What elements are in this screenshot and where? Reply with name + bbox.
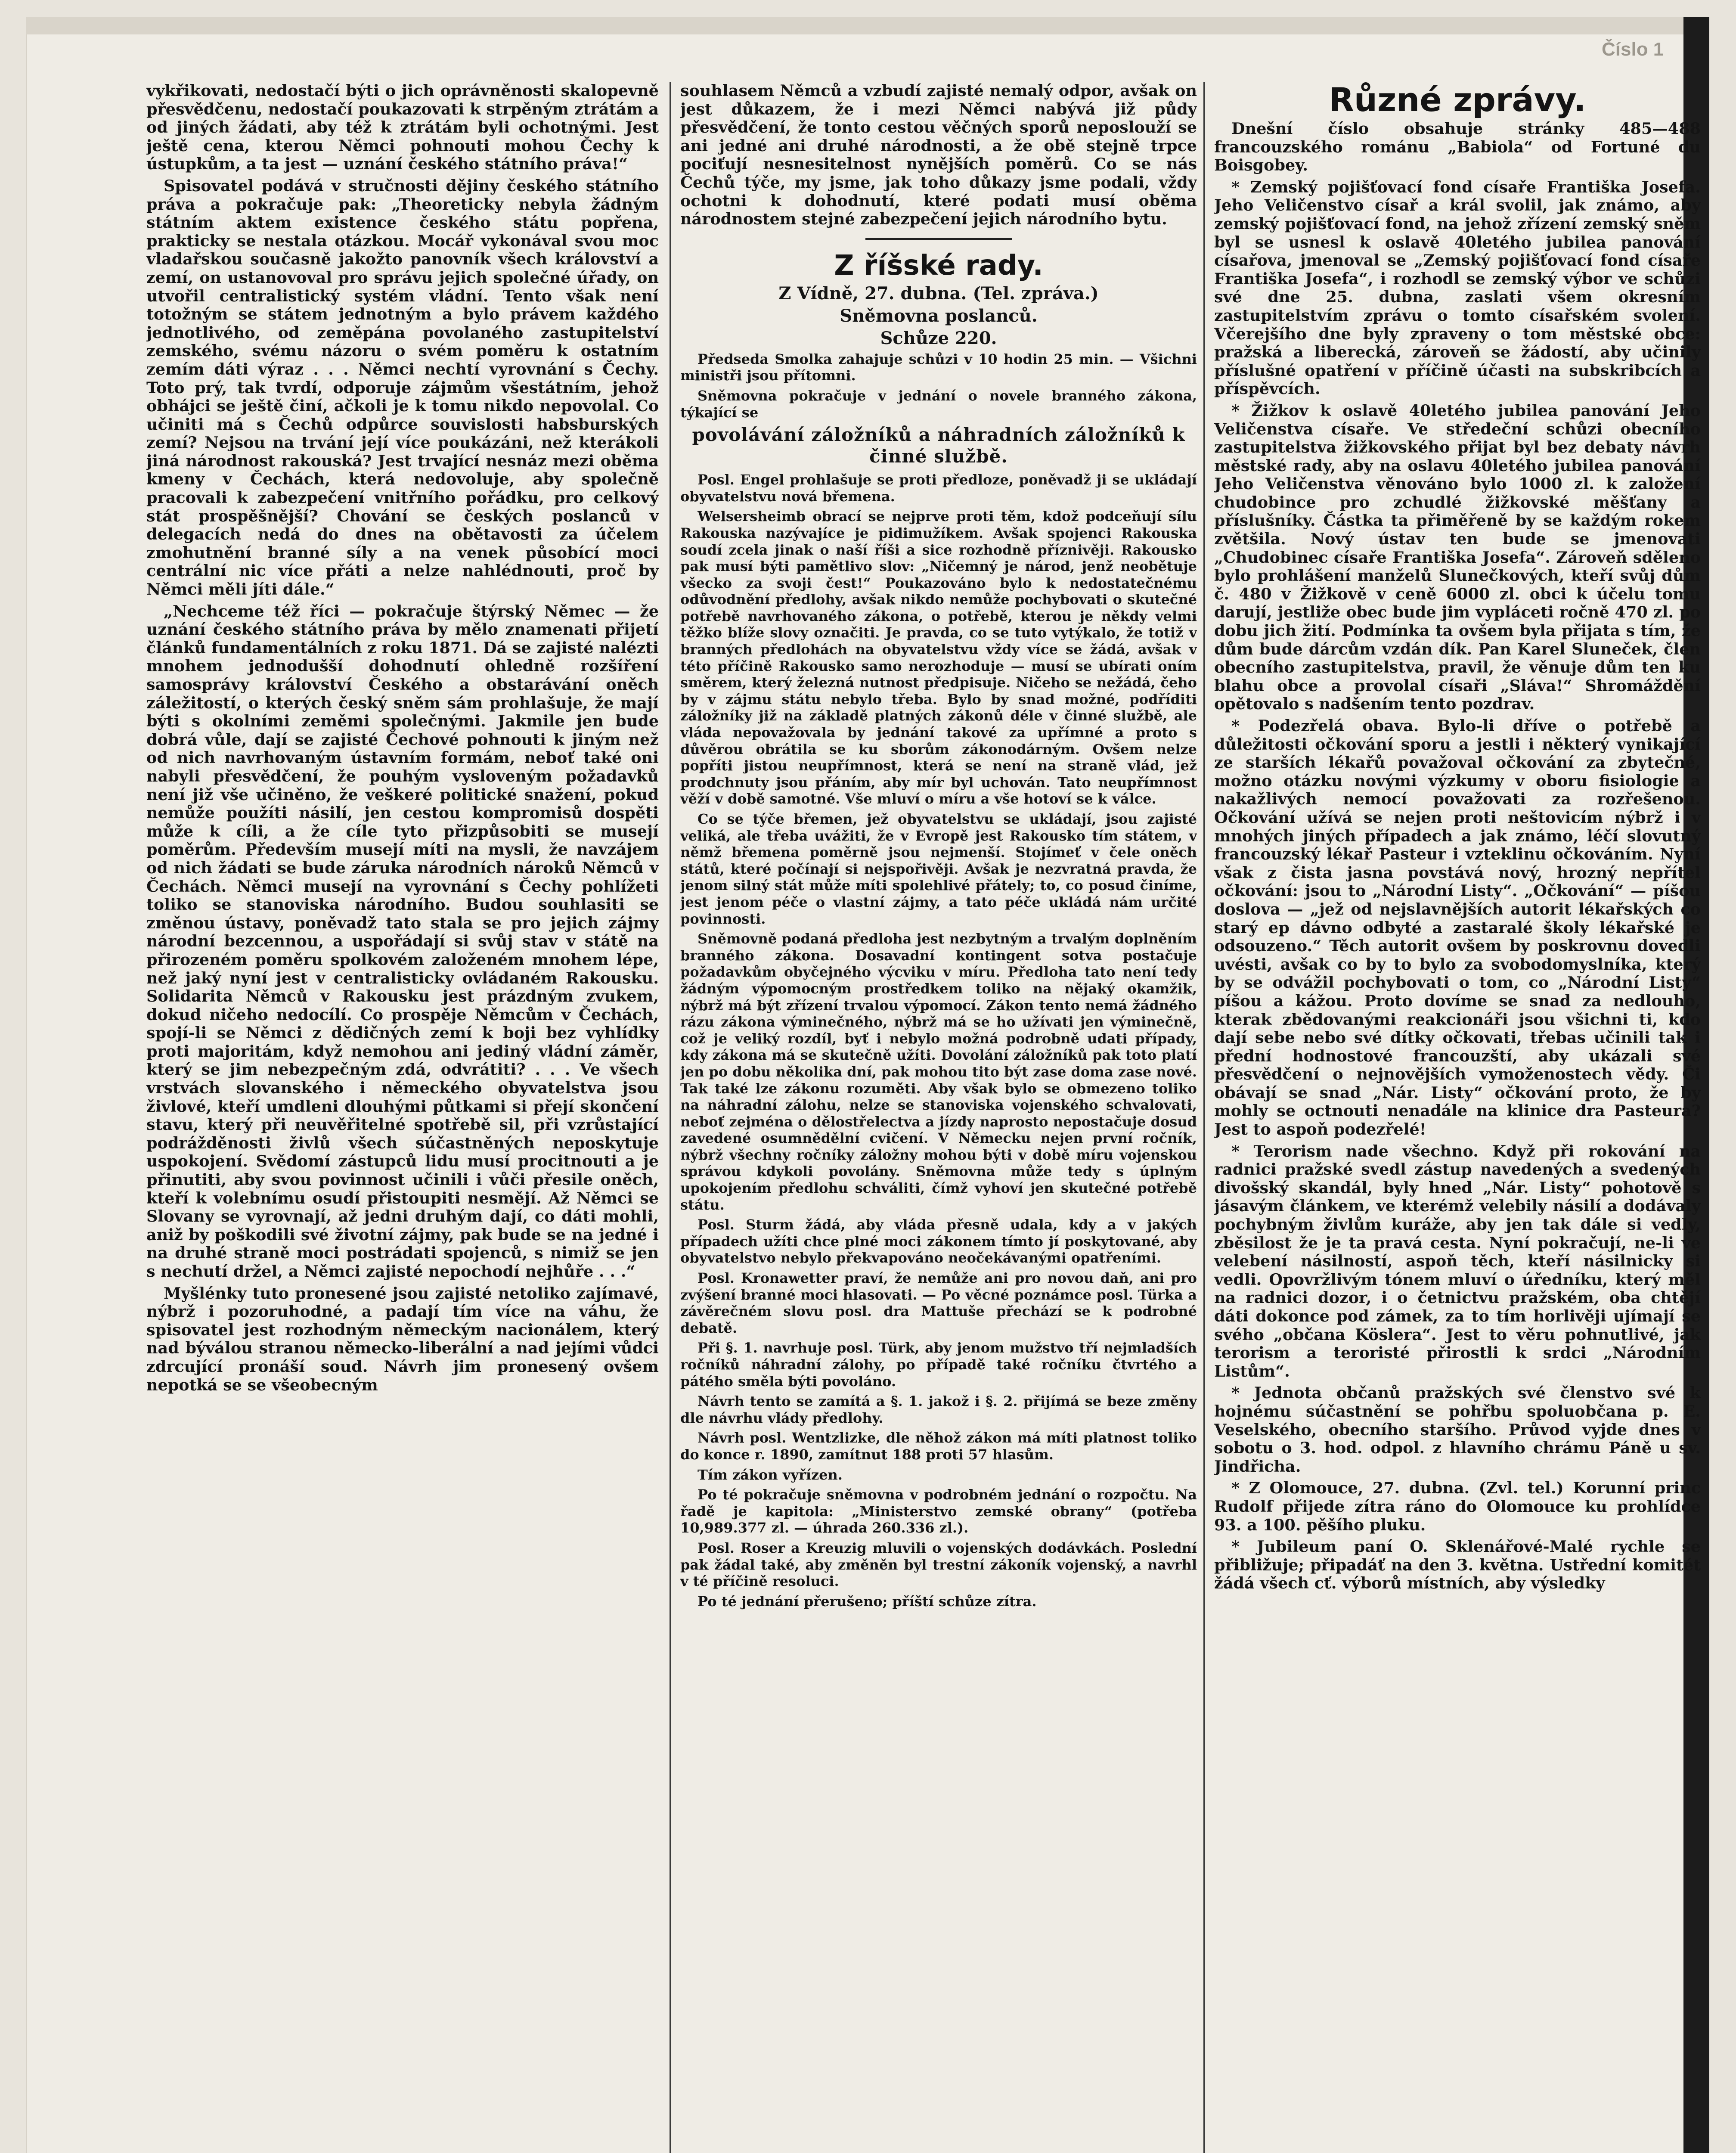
column-3 [1214,82,1701,2153]
col2-paragraph: Posl. Kronawetter praví, že nemůže ani pro novou daň, ani pro zvýšení branné moci hlasovati. — Po věcné poznámce posl. Türka a závěrečném slovu posl. dra Mattuše přechází se k podrobné debatě. [680,1270,1197,1336]
col1-paragraph: Spisovatel podává v stručnosti dějiny českého státního práva a pokračuje pak: „Theoreticky nebyla žádným státním aktem existence českého státu popřena, prakticky se nestala otázkou. Mocář vykonával svou moc vladařskou současně jakožto panovník všech království a zemí, on ustanovoval pro správu jejich společné úřady, on utvořil centralistický systém vládní. Tento však není totožným se státem jednotným a bylo právem každého jednotlivého, od zeměpána povolaného zastupitelství zemského, svému názoru o svém poměru k ostatním zemím dáti výraz . . . Němci nechtí vyrovnání s Čechy. Toto prý, tak tvrdí, odporuje zájmům všestátním, jehož obhájci se ještě činí, ačkoli je k tomu nikdo nepovolal. Co učiniti má s Čechů odpůrce souvislosti habsburských zemí? Nejsou na trvání její více poukázáni, než kterákoli jiná národnost rakouská? Jest trvající nesnáz mezi oběma kmeny v Čechách, která nedovoluje, aby společně pracovali k zabezpečení vnitřního pořádku, pro celkový stát prospěšnější? Chování se českých poslanců v delegacích nedá do dnes na obětavosti za účelem zmohutnění branné síly a na venek působící moci centrální nic více přáti a nelze nahlédnouti, proč by Němci měli jíti dále.“ [146,176,659,599]
col3-paragraph: Dnešní číslo obsahuje stránky 485—488 francouzského románu „Babiola“ od Fortuné du Boisgobey. [1214,119,1701,175]
col1-paragraph: Myšlénky tuto pronesené jsou zajisté netoliko zajímavé, nýbrž i pozoruhodné, a padají tím více na váhu, že spisovatel jest rozhodným německým nacionálem, který nad býválou stranou německo-liberální a nad jejími vůdci zdrcující pronáší soud. Návrh jim pronesený ovšem nepotká se se všeobecným [146,1284,659,1394]
newspaper-page [26,17,1709,2153]
col2-paragraph: Při §. 1. navrhuje posl. Türk, aby jenom mužstvo tří nejmladších ročníků náhradní zálohy, po případě také ročníku čtvrtého a pátého směla býti povoláno. [680,1340,1197,1390]
col3-paragraph: * Terorism nade všechno. Když při rokování na radnici pražské svedl zástup navedených a svedených divošský skandál, byly hned „Nár. Listy“ pohotově s jásavým článkem, ve kterémž velebily násilí a dodávaly pochybným živlům kuráže, aby jen tak dále si vedly, zběsilost že je ta pravá cesta. Nyní pokračují, ne-li ve velebení násilností, aspoň těch, kteří násilnicky si vedli. Opovržlivým tónem mluví o úředníku, který měl na radnici dozor, i o četnictvu pražském, oba chtějí dáti dokonce pod zámek, za to tím horlivěji ujímají se svého „občana Köslera“. Jest to věru pohnutlivé, jak terorism a teroristé přirostli k srdci „Národním Listům“. [1214,1142,1701,1381]
col2-paragraph: Sněmovně podaná předloha jest nezbytným a trvalým doplněním branného zákona. Dosavadní kontingent sotva postačuje požadavkům obyčejného výcviku v míru. Předloha tato není tedy žádným výpomocným prostředkem toliko na nějaký okamžik, nýbrž má být zřízení trvalou výpomocí. Zákon tento nemá žádného rázu zákona výminečného, nýbrž má se ho užívati jen výminečně, což je veliký rozdíl, byť i nebylo možná podrobně udati případy, kdy zákona má se skutečně užíti. Dovolání záložníků pak toto platí jen po dobu několika dní, pak mohou tito být zase doma zase nové. Tak také lze zákonu rozuměti. Aby však bylo se obmezeno toliko na náhradní zálohu, nelze se stanoviska vojenského schvalovati, neboť zejména o dělostřelectva a jízdy naprosto nepostačuje dosud zavedené osumnědělní cvičení. V Německu nejen první ročník, nýbrž všechny ročníky záložny mohou býti v době míru vojenskou správou kdykoli povolány. Sněmovna může tedy s úplným upokojením předlohu schváliti, čímž vyhoví jen skutečné potřebě státu. [680,931,1197,1213]
column-divider-2 [1203,82,1205,2153]
col2-paragraph: Po té jednání přerušeno; příští schůze zítra. [698,1593,1037,1610]
col2-paragraph: Co se týče břemen, jež obyvatelstvu se ukládají, jsou zajisté veliká, ale třeba uvážiti, že v Evropě jest Rakousko tím státem, v němž břemena poměrně jsou nejmenší. Stojímeť v čele oněch států, které počínají si nejspořivěji. Avšak je nezvratná pravda, že jenom silný stát může míti spolehlivé přátely; to, co posud činíme, jest jenom péče o vlastní zájmy, a tato péče ukládá nám určité povinnosti. [680,811,1197,927]
col2-paragraph: Po té pokračuje sněmovna v podrobném jednání o rozpočtu. Na řadě je kapitola: „Ministerstvo zemské obrany“ (potřeba 10,989.377 zl. — úhrada 260.336 zl.). [680,1486,1197,1536]
col1-paragraph: „Nechceme též říci — pokračuje štýrský Němec — že uznání českého státního práva by mělo znamenati přijetí článků fundamentálních z roku 1871. Dá se zajisté nalézti mnohem jednodušší dohodnutí ohledně rozšíření samosprávy království Českého a obstarávání oněch záležitostí, o kterých český sněm sám prohlašuje, že mají býti s okolními zeměmi společnými. Jakmile jen bude dobrá vůle, dají se zajisté Čechové pohnouti k jiným než od nich navrhovaným ústavním formám, neboť také oni nabyli přesvědčení, že pouhým vysloveným požadavků není již vše učiněno, že veškeré politické snažení, pokud nemůže použíti násilí, jen cestou kompromisů dospěti může k cíli, a že cíle tyto přizpůsobiti se musejí poměrům. Především musejí míti na mysli, že navzájem od nich žádati se bude záruka národních nároků Němců v Čechách. Němci musejí na vyrovnání s Čechy pohlížeti toliko se stanoviska národního. Budou souhlasiti se změnou ústavy, poněvadž tato stala se pro jejich zájmy národní bezcennou, a uspořádají si svůj stav v státě na přirozeném poměru spolkovém založeném mnohem lépe, než jaký nyní jest v centralisticky ovládaném Rakousku. Solidarita Němců v Rakousku jest prázdným zvukem, dokud ničeho nedocílí. Co prospěje Němcům v Čechách, spojí-li se Němci z dědičných zemí k boji bez vyhlídky proti majoritám, když nemohou ani jediný vládní záměr, který se jim nebezpečným zdá, odvrátiti? . . . Ve všech vrstvách slovanského i německého obyvatelstva jsou živlové, kteří umdleni dlouhými půtkami si přejí skončení stavu, který při neuvěřitelné spotřebě sil, při vzrůstající podrážděnosti živlů všech súčastněných neposkytuje uspokojení. Svědomí zástupců lidu musí procitnouti a je přinutiti, aby svou povinnost učinili i vůči přesile oněch, kteří k volebnímu osudí přistoupiti nesmějí. Až Němci se Slovany se vyrovnají, až jedni druhým dají, co dáti mohli, aniž by poškodili své životní zájmy, pak bude se na jedné i na druhé straně moci postrádati spojenců, s nimiž se jen s nechutí držel, a Němci zajisté nepochodí nejhůře . . .“ [146,602,659,1281]
col3-paragraph: * Zemský pojišťovací fond císaře Františka Josefa. Jeho Veličenstvo císař a král svolil, jak známo, aby zemský pojišťovací fond, na jehož zřízení zemský sněm byl se usnesl k oslavě 40letého jubilea panování císařova, jmenoval se „Zemský pojišťovací fond císaře Františka Josefa“, i rozhodl se zemský výbor ve schůzi své dne 25. dubna, zaslati všem okresním zastupitelstvím zprávu o tomto císařském svolení. Včerejšího dne byly zpraveny o tom městské obce: pražská a liberecká, zároveň se žádostí, aby učinily příslušné opatření v příčině účasti na subskribcích a příspěvcích. [1214,177,1701,398]
col3-paragraph: * Jednota občanů pražských své členstvo své k hojnému súčastnění se pohřbu spoluobčana p. E. Veselského, obecního staršího. Průvod vyjde dnes v sobotu o 3. hod. odpol. z hlavního chrámu Páně u sv. Jindřicha. [1214,1384,1701,1476]
dateline: Z Vídně, 27. dubna. (Tel. zpráva.) [778,283,1099,304]
session-heading: Schůze 220. [880,328,997,348]
section-divider [865,238,1012,240]
col2-paragraph: Posl. Engel prohlašuje se proti předloze, poněvadž ji se ukládají obyvatelstvu nová břemena. [680,472,1197,505]
col2-paragraph: Welsersheimb obrací se nejprve proti těm, kdož podceňují sílu Rakouska nazývajíce je pidimužíkem. Avšak spojenci Rakouska soudí zcela jinak o naší říši a sice rozhodně příznivěji. Rakousko pak musí býti pamětlivo slov: „Ničemný je národ, jenž neobětuje všecko za svoji čest!“ Poukazováno bylo k nedostatečnému odůvodnění předlohy, avšak nikdo nemůže pochybovati o skutečné potřebě navrhovaného zákona, o potřebě, kterou je někdy velmi těžko blíže slovy označiti. Je pravda, co se tuto vytýkalo, že totiž v branných předlohách na obyvatelstvu vždy více se žádá, avšak v této příčině Rakousko samo nerozhoduje — musí se ubírati oním směrem, který železná nutnost předpisuje. Ničeho se nežádá, čeho by v zájmu státu nebylo třeba. Bylo by snad možné, podříditi záložníky již na základě platných zákonů déle v činné službě, ale vláda nepovažovala by jednání takové za upřímné a proto s důvěrou obrátila se ku sborům zákonodárným. Ovšem nelze popříti jistou neupřímnost, která se není na straně vlád, jež prodchnuty jsou přáním, aby mír byl uchován. Tato neupřímnost věží v době samotné. Vše mluví o míru a vše hotoví se k válce. [680,508,1197,807]
col2-paragraph: Návrh posl. Wentzlizke, dle něhož zákon má míti platnost toliko do konce r. 1890, zamítnut 188 proti 57 hlasům. [680,1430,1197,1463]
column-divider-1 [670,82,671,2153]
topic-heading: povolávání záložníků a náhradních záložníků k činné službě. [692,424,1185,467]
col3-paragraph: * Podezřelá obava. Bylo-li dříve o potřebě a důležitosti očkování sporu a jestli i některý vynikající ze starších lékařů považoval očkování za zbytečné, možno otázku novými výzkumy v oboru fisiologie a nakažlivých nemocí považovati za rozřešenou. Očkování užívá se nejen proti neštovicím nýbrž i v mnohých jiných případech a jak známo, léčí slovutný francouzský lékař Pasteur i vzteklinu očkováním. Nyní však z čista jasna povstává nový, hrozný nepřítel očkování: jsou to „Národní Listy“. „Očkování“ — píšou doslova — „jež od nejslavnějších autorit lékařských co starý ep dávno odbyté a zastaralé školy lékařské je odsouzeno.“ Těch autorit ovšem by poskrovnu dovedli uvésti, avšak co by to bylo za svobodomyslníka, který by se odvážil pochybovati o tom, co „Národní Listy“ píšou a kážou. Proto dovíme se snad za nedlouho, kterak zbědovanými reakcionáři jsou všichni ti, kdo dají sebe nebo své dítky očkovati, třebas učinili tak i přední hodnostové francouzští, aby ukázali své přesvědčení o nejnovějších vymoženostech vědy. Či obávají se snad „Nár. Listy“ očkování proto, že by mohly se octnouti nenadále na klinice dra Pasteura? Jest to aspoň podezřelé! [1214,717,1701,1139]
section-title: Z říšské rady. [834,249,1043,282]
col2-paragraph: Tím zákon vyřízen. [698,1466,843,1483]
chamber-heading: Sněmovna poslanců. [840,305,1038,326]
col2-paragraph: Návrh tento se zamítá a §. 1. jakož i §. 2. přijímá se beze změny dle návrhu vlády předlohy. [680,1393,1197,1426]
top-margin [26,17,1709,34]
column-1 [146,82,659,2153]
corner-label: Číslo 1 [1602,39,1664,60]
col2-paragraph: Sněmovna pokračuje v jednání o novele branného zákona, týkající se [680,387,1197,421]
col3-paragraph: * Jubileum paní O. Sklenářové-Malé rychle se přibližuje; připadáť na den 3. května. Ustřední komitét žádá všech cť. výborů místních, aby výsledky [1214,1537,1701,1593]
column-2 [680,82,1197,2153]
col2-intro-paragraph: souhlasem Němců a vzbudí zajisté nemalý odpor, avšak on jest důkazem, že i mezi Němci nabývá již půdy přesvědčení, že tonto cestou věčných sporů neposlouží se ani jedné ani druhé národnosti, a že obě stejně trpce pociťují nesnesitelnost nynějších poměrů. Co se nás Čechů týče, my jsme, jak toho důkazy jsme podali, vždy ochotni k dohodnutí, které podati musí oběma národnostem stejné zabezpečení jejich národního bytu. [680,82,1197,229]
col3-paragraph: * Z Olomouce, 27. dubna. (Zvl. tel.) Korunní princ Rudolf přijede zítra ráno do Olomouce ku prohlídce 93. a 100. pěšího pluku. [1214,1479,1701,1534]
col1-paragraph: vykřikovati, nedostačí býti o jich oprávněnosti skalopevně přesvědčenu, nedostačí poukazovati k strpěným ztrátám a od jiných žádati, aby též k ztrátám byli ochotnými. Jest ještě cena, kterou Němci pohnouti mohou Čechy k ústupkům, a ta jest — uznání českého státního práva!“ [146,82,659,174]
col3-paragraph: * Žižkov k oslavě 40letého jubilea panování Jeho Veličenstva císaře. Ve středeční schůzi obecního zastupitelstva žižkovského přijat byl bez debaty návrh městské rady, aby na oslavu 40letého jubilea panování Jeho Veličenstva věnováno bylo 1000 zl. k založení chudobince pro zchudlé žižkovské měšťany a příslušníky. Částka ta přiměřeně by se každým rokem zvětšila. Nový ústav ten bude se jmenovati „Chudobinec císaře Františka Josefa“. Zároveň sděleno bylo prohlášení manželů Slunečkových, kteří svůj dům č. 480 v Žižkově v ceně 6000 zl. obci k účelu tomu darují, jestliže obec bude jim vypláceti ročně 470 zl. po dobu jich žití. Podmínka ta ovšem byla přijata s tím, že dům bude dárcům vzdán dík. Pan Karel Sluneček, člen obecního zastupitelstva, pravil, že věnuje dům ten ku blahu obce a provolal císaři „Sláva!“ Shromáždění opětovalo s nadšením tento pozdrav. [1214,401,1701,714]
col2-paragraph: Posl. Roser a Kreuzig mluvili o vojenských dodávkách. Poslední pak žádal také, aby změněn byl trestní zákoník vojenský, a navrhl v té příčině resoluci. [680,1539,1197,1590]
section-title-news: Různé zprávy. [1329,82,1586,119]
col2-paragraph: Posl. Sturm žádá, aby vláda přesně udala, kdy a v jakých případech užíti chce plné moci zákonem tímto jí poskytované, aby obyvatelstvo nebylo překvapováno neočekávanými opatřeními. [680,1216,1197,1266]
col2-paragraph: Předseda Smolka zahajuje schůzi v 10 hodin 25 min. — Všichni ministři jsou přítomni. [680,351,1197,384]
